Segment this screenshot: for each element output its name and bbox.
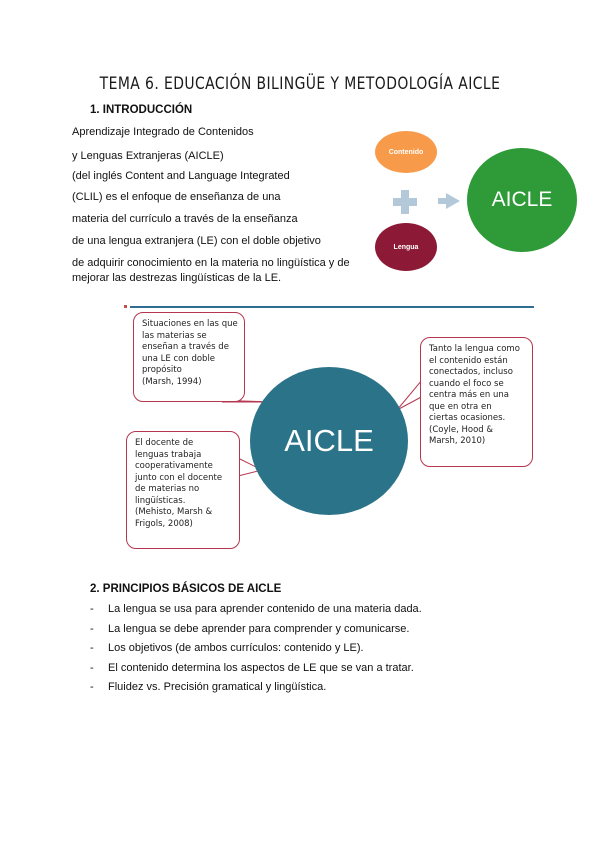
callout-line: propósito bbox=[142, 365, 182, 375]
callout-line: cuando el foco se bbox=[429, 378, 504, 389]
principles-list bbox=[90, 603, 422, 701]
list-item: - El contenido determina los aspectos de LE que se van a tratar. bbox=[90, 662, 422, 682]
callout-line: Situaciones en las que bbox=[142, 319, 238, 329]
callout-right bbox=[420, 337, 533, 467]
callout-line: (Coyle, Hood & bbox=[429, 424, 493, 435]
callout-line: (Marsh, 1994) bbox=[142, 376, 202, 387]
callout-line: ciertas ocasiones. bbox=[429, 413, 506, 423]
callout-top-left bbox=[133, 312, 245, 402]
callout-line: las materias se bbox=[142, 330, 207, 341]
callout-line: lingüísticas. bbox=[135, 495, 186, 506]
callout-line: enseñan a través de bbox=[142, 342, 229, 352]
callout-line: (Mehisto, Marsh & bbox=[135, 507, 213, 517]
callout-line: el contenido están bbox=[429, 355, 508, 366]
intro-line: (CLIL) es el enfoque de enseñanza de una bbox=[72, 191, 281, 203]
intro-line: de adquirir conocimiento en la materia no lingüística y de bbox=[72, 257, 350, 269]
callout-line: El docente de bbox=[135, 438, 194, 448]
callout-line: Tanto la lengua como bbox=[429, 344, 520, 354]
callout-line: junto con el docente bbox=[135, 472, 223, 483]
callout-line: Marsh, 2010) bbox=[429, 436, 486, 446]
callout-line: de materias no bbox=[135, 484, 200, 494]
callout-line: conectados, incluso bbox=[429, 367, 513, 377]
lengua-circle: Lengua bbox=[375, 223, 437, 271]
intro-line: mejorar las destrezas lingüísticas de la LE. bbox=[72, 272, 282, 284]
callout-line: una LE con doble bbox=[142, 353, 216, 364]
callout-bottom-left bbox=[126, 431, 240, 549]
intro-line: (del inglés Content and Language Integrated bbox=[72, 170, 290, 182]
callout-line: Frigols, 2008) bbox=[135, 518, 193, 529]
aicle-center-circle: AICLE bbox=[250, 367, 408, 515]
page-title: TEMA 6. EDUCACIÓN BILINGÜE Y METODOLOGÍA AICLE bbox=[99, 74, 501, 94]
list-item: - Fluidez vs. Precisión gramatical y lingüística. bbox=[90, 681, 422, 701]
intro-line: de una lengua extranjera (LE) con el doble objetivo bbox=[72, 235, 321, 247]
list-item: - La lengua se debe aprender para comprender y comunicarse. bbox=[90, 623, 422, 643]
callout-line: cooperativamente bbox=[135, 461, 213, 471]
intro-line: materia del currículo a través de la enseñanza bbox=[72, 213, 298, 225]
section-1-heading: 1. INTRODUCCIÓN bbox=[90, 104, 193, 116]
intro-line: Aprendizaje Integrado de Contenidos bbox=[72, 126, 254, 138]
callout-line: lenguas trabaja bbox=[135, 449, 202, 460]
callout-line: que en otra en bbox=[429, 401, 492, 412]
intro-line: y Lenguas Extranjeras (AICLE) bbox=[72, 150, 224, 162]
aicle-result-circle: AICLE bbox=[467, 148, 577, 252]
section-2-heading: 2. PRINCIPIOS BÁSICOS DE AICLE bbox=[90, 583, 282, 595]
list-item: - Los objetivos (de ambos currículos: contenido y LE). bbox=[90, 642, 422, 662]
callout-line: centra más en una bbox=[429, 390, 509, 400]
contenido-circle: Contenido bbox=[375, 131, 437, 173]
list-item: - La lengua se usa para aprender contenido de una materia dada. bbox=[90, 603, 422, 623]
